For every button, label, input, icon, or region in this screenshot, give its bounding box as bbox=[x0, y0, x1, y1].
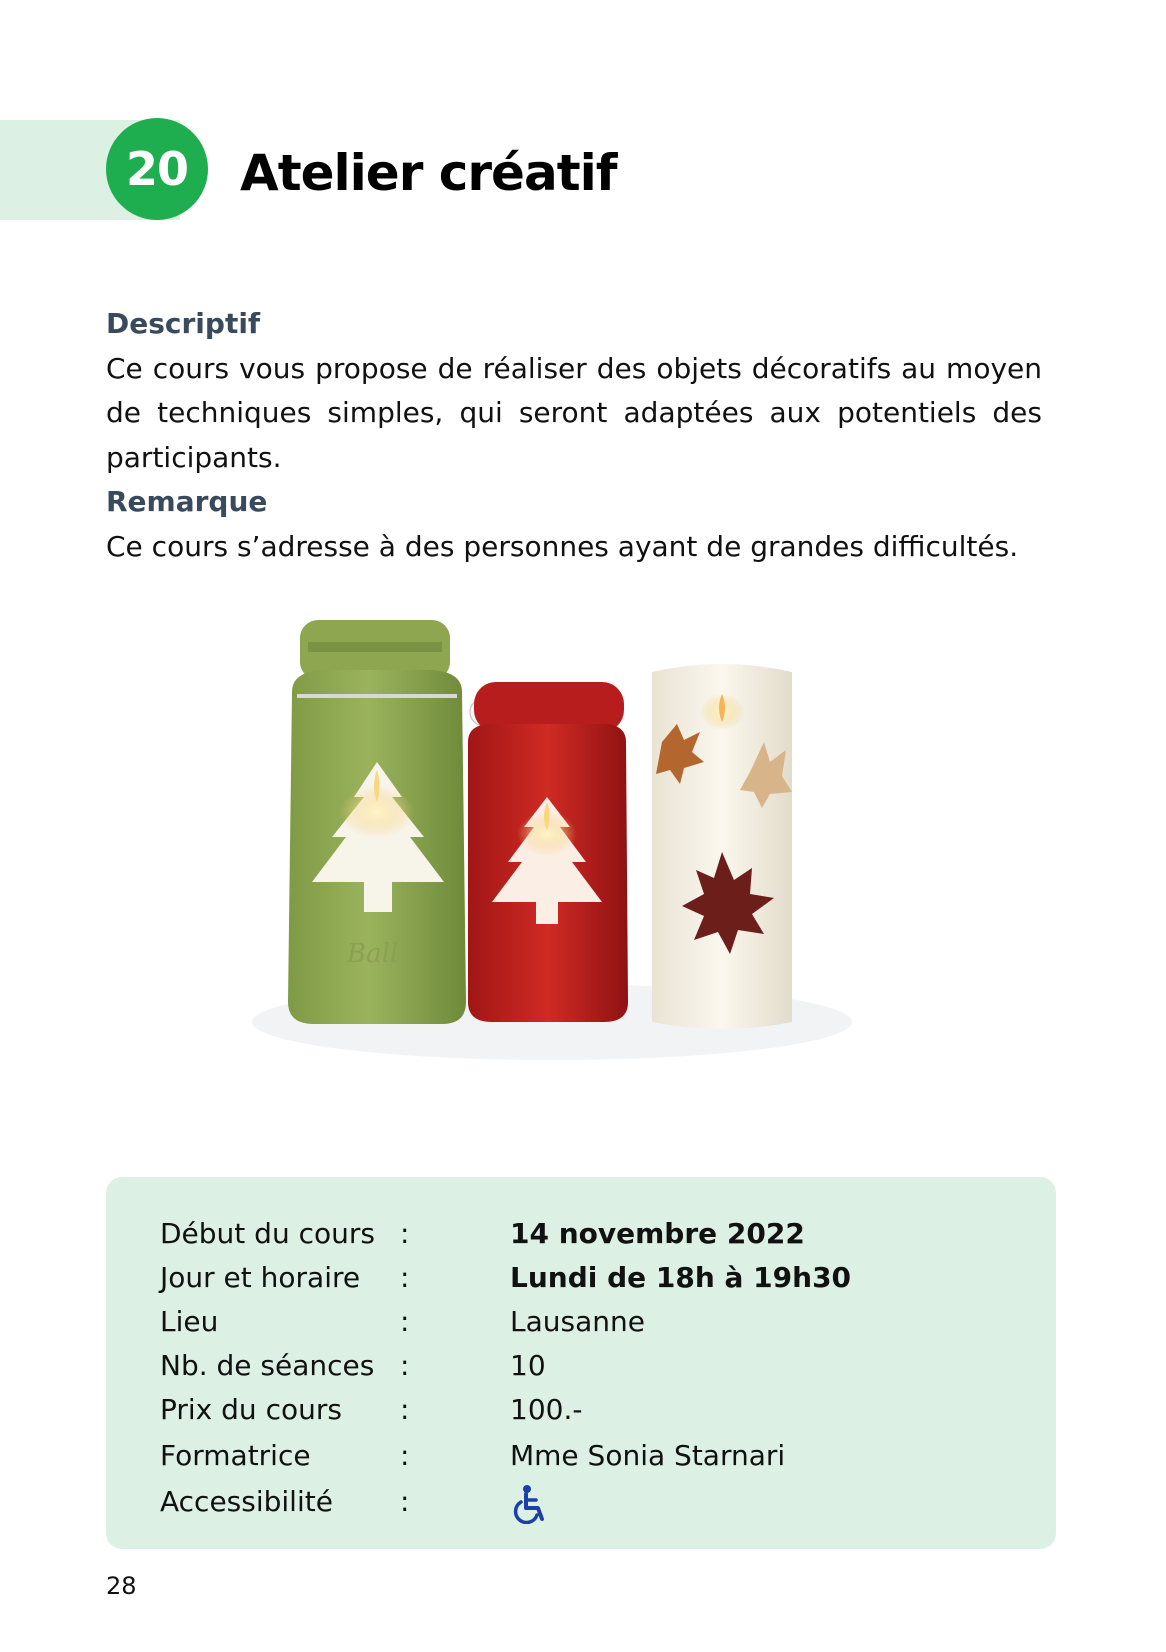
svg-text:Ball: Ball bbox=[347, 939, 399, 969]
info-colon: : bbox=[400, 1217, 410, 1250]
info-label: Nb. de séances bbox=[160, 1349, 375, 1382]
descriptif-text: Ce cours vous propose de réaliser des objets décoratifs au moyen de techniques simples, qui seront adaptées aux potentiels des participants. bbox=[106, 351, 1042, 474]
info-colon: : bbox=[400, 1261, 410, 1294]
info-value: Lausanne bbox=[510, 1305, 645, 1338]
remarque-heading: Remarque bbox=[106, 485, 268, 518]
info-value: 100.- bbox=[510, 1393, 583, 1426]
info-value: 10 bbox=[510, 1349, 546, 1382]
info-value: 14 novembre 2022 bbox=[510, 1217, 805, 1250]
remarque-text: Ce cours s’adresse à des personnes ayant de grandes difficultés. bbox=[106, 529, 1019, 563]
info-colon: : bbox=[400, 1393, 410, 1426]
course-number-badge: 20 bbox=[106, 118, 208, 220]
info-colon: : bbox=[400, 1305, 410, 1338]
leaf-candle bbox=[652, 664, 792, 1029]
info-colon: : bbox=[400, 1349, 410, 1382]
info-label: Prix du cours bbox=[160, 1393, 342, 1426]
wheelchair-icon bbox=[510, 1484, 550, 1524]
info-value: Lundi de 18h à 19h30 bbox=[510, 1261, 852, 1294]
info-value: Mme Sonia Starnari bbox=[510, 1439, 786, 1472]
info-colon: : bbox=[400, 1439, 410, 1472]
page-number: 28 bbox=[106, 1572, 137, 1600]
info-label: Début du cours bbox=[160, 1217, 375, 1250]
info-label: Jour et horaire bbox=[160, 1261, 361, 1294]
description-section bbox=[106, 302, 1042, 569]
red-jar bbox=[468, 682, 628, 1022]
descriptif-heading: Descriptif bbox=[106, 307, 261, 340]
info-label: Lieu bbox=[160, 1305, 219, 1338]
info-colon: : bbox=[400, 1485, 410, 1518]
page-title: Atelier créatif bbox=[240, 144, 617, 202]
candle-jars-photo bbox=[252, 612, 892, 1072]
info-label: Formatrice bbox=[160, 1439, 311, 1472]
course-info-box bbox=[106, 1177, 1056, 1549]
info-label: Accessibilité bbox=[160, 1485, 333, 1518]
